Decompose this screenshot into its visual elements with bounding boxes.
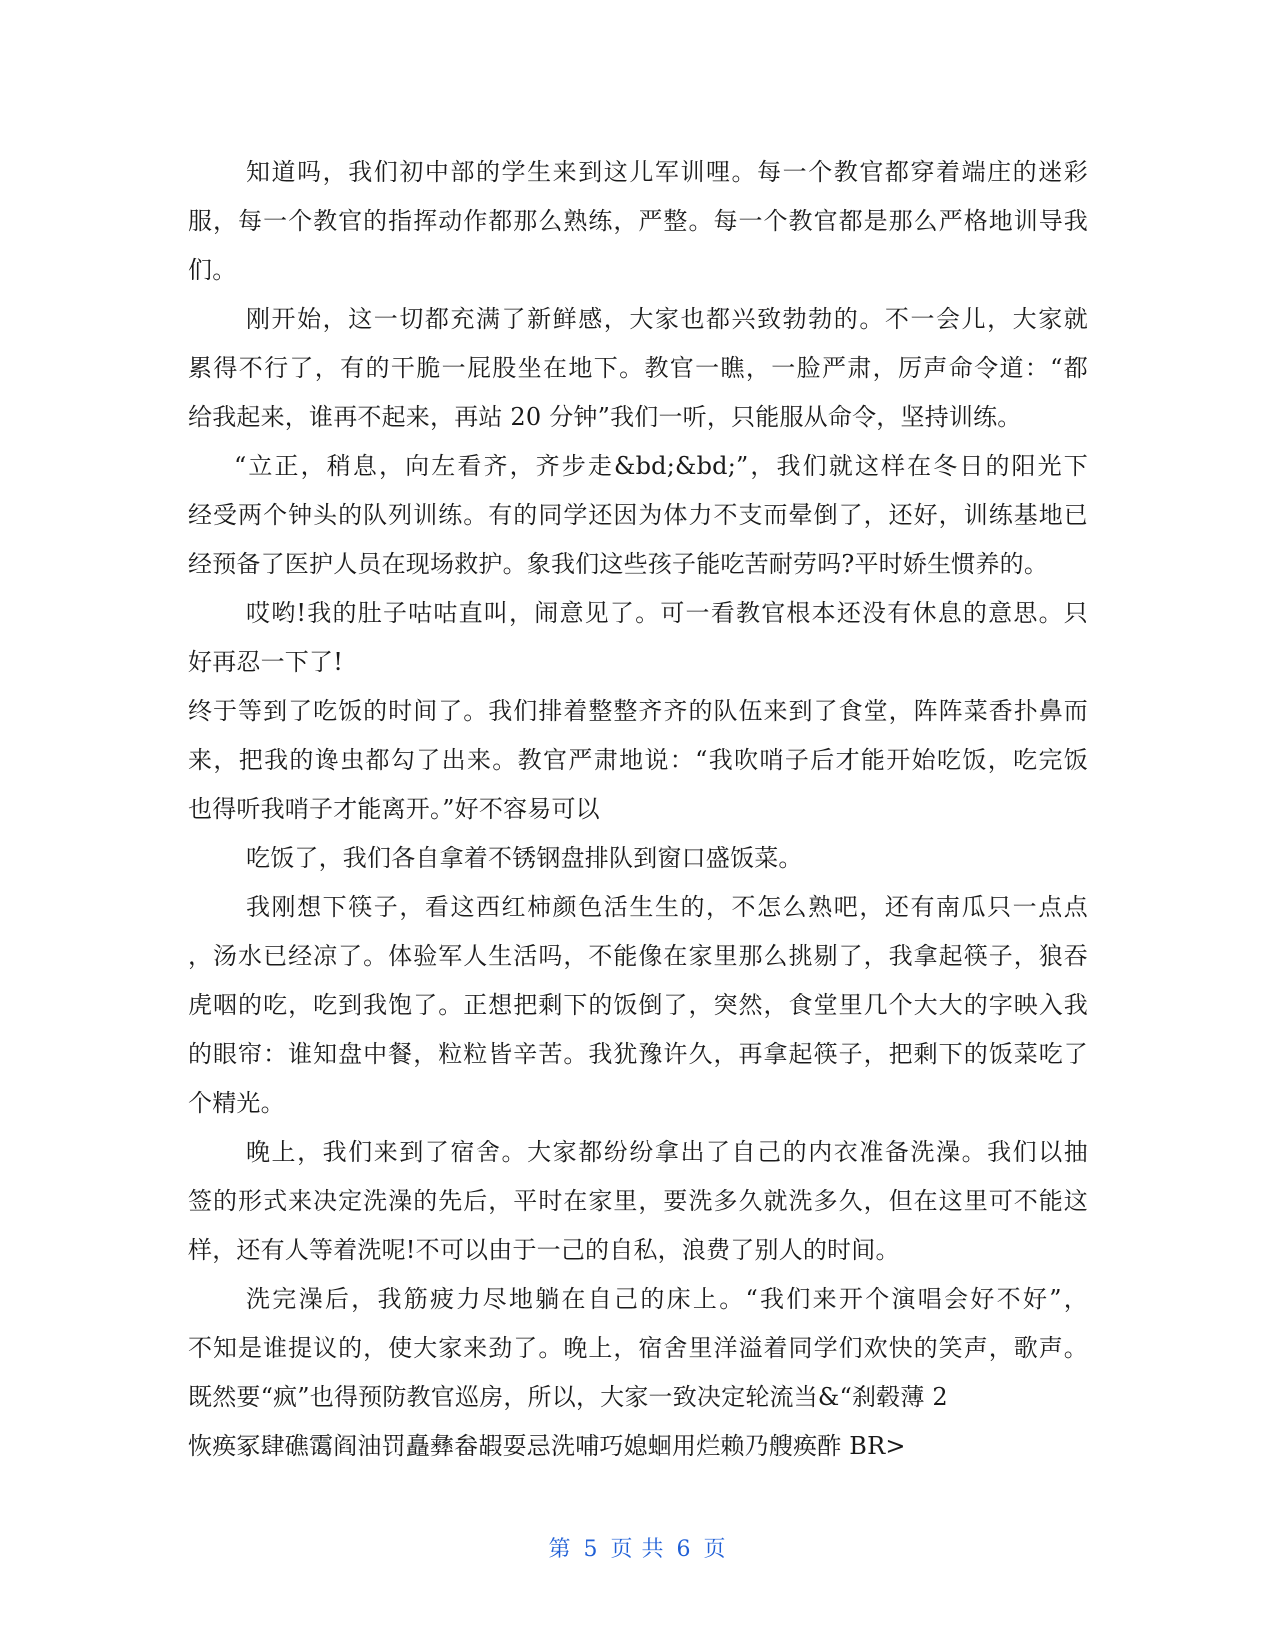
text-line: 们。 <box>188 256 237 284</box>
text-line: 终于等到了吃饭的时间了。我们排着整整齐齐的队伍来到了食堂，阵阵菜香扑鼻而 <box>188 697 1088 725</box>
text-line: 样，还有人等着洗呢!不可以由于一己的自私，浪费了别人的时间。 <box>188 1236 900 1264</box>
footer-suffix: 页 <box>703 1537 727 1562</box>
body-text <box>188 148 1088 1471</box>
total-page-count: 6 <box>676 1537 692 1562</box>
text-line: 恢痪冢肆礁霭阎油罚矗彝畚嘏耍忌洗哺巧媳蛔用烂赖乃艘痪酢 BR> <box>188 1432 906 1460</box>
text-line: 洗完澡后，我筋疲力尽地躺在自己的床上。“我们来开个演唱会好不好”， <box>246 1285 1088 1313</box>
text-line: 经预备了医护人员在现场救护。象我们这些孩子能吃苦耐劳吗?平时娇生惯养的。 <box>188 550 1049 578</box>
text-line: 哎哟!我的肚子咕咕直叫，闹意见了。可一看教官根本还没有休息的意思。只 <box>246 599 1088 627</box>
text-line: 也得听我哨子才能离开。”好不容易可以 <box>188 795 600 823</box>
text-line: 不知是谁提议的，使大家来劲了。晚上，宿舍里洋溢着同学们欢快的笑声，歌声。 <box>188 1334 1088 1362</box>
page-footer <box>0 1532 1275 1563</box>
text-line: 给我起来，谁再不起来，再站 20 分钟”我们一听，只能服从命令，坚持训练。 <box>188 403 1022 431</box>
text-line: 刚开始，这一切都充满了新鲜感，大家也都兴致勃勃的。不一会儿，大家就 <box>246 305 1088 333</box>
text-line: 签的形式来决定洗澡的先后，平时在家里，要洗多久就洗多久，但在这里可不能这 <box>188 1187 1088 1215</box>
text-line: 累得不行了，有的干脆一屁股坐在地下。教官一瞧，一脸严肃，厉声命令道：“都 <box>188 354 1088 382</box>
text-line: “立正，稍息，向左看齐，齐步走&bd;&bd;”，我们就这样在冬日的阳光下 <box>234 452 1088 480</box>
footer-prefix: 第 <box>548 1537 572 1562</box>
footer-middle: 页 共 <box>610 1537 665 1562</box>
text-line: 服，每一个教官的指挥动作都那么熟练，严整。每一个教官都是那么严格地训导我 <box>188 207 1088 235</box>
text-line: 好再忍一下了! <box>188 648 344 676</box>
text-line: 的眼帘：谁知盘中餐，粒粒皆辛苦。我犹豫许久，再拿起筷子，把剩下的饭菜吃了 <box>188 1040 1088 1068</box>
text-line: 我刚想下筷子，看这西红柿颜色活生生的，不怎么熟吧，还有南瓜只一点点 <box>246 893 1088 921</box>
text-line: 知道吗，我们初中部的学生来到这儿军训哩。每一个教官都穿着端庄的迷彩 <box>246 158 1088 186</box>
text-line: 个精光。 <box>188 1089 285 1117</box>
text-line: ，汤水已经凉了。体验军人生活吗，不能像在家里那么挑剔了，我拿起筷子，狼吞 <box>188 942 1088 970</box>
text-line: 晚上，我们来到了宿舍。大家都纷纷拿出了自己的内衣准备洗澡。我们以抽 <box>246 1138 1088 1166</box>
text-line: 来，把我的谗虫都勾了出来。教官严肃地说：“我吹哨子后才能开始吃饭，吃完饭 <box>188 746 1088 774</box>
current-page-number: 5 <box>583 1537 599 1562</box>
text-line: 既然要“疯”也得预防教官巡房，所以，大家一致决定轮流当&“刹毂薄 2 <box>188 1383 948 1411</box>
text-line: 吃饭了，我们各自拿着不锈钢盘排队到窗口盛饭菜。 <box>246 844 803 872</box>
text-line: 经受两个钟头的队列训练。有的同学还因为体力不支而晕倒了，还好，训练基地已 <box>188 501 1088 529</box>
text-line: 虎咽的吃，吃到我饱了。正想把剩下的饭倒了，突然，食堂里几个大大的字映入我 <box>188 991 1088 1019</box>
